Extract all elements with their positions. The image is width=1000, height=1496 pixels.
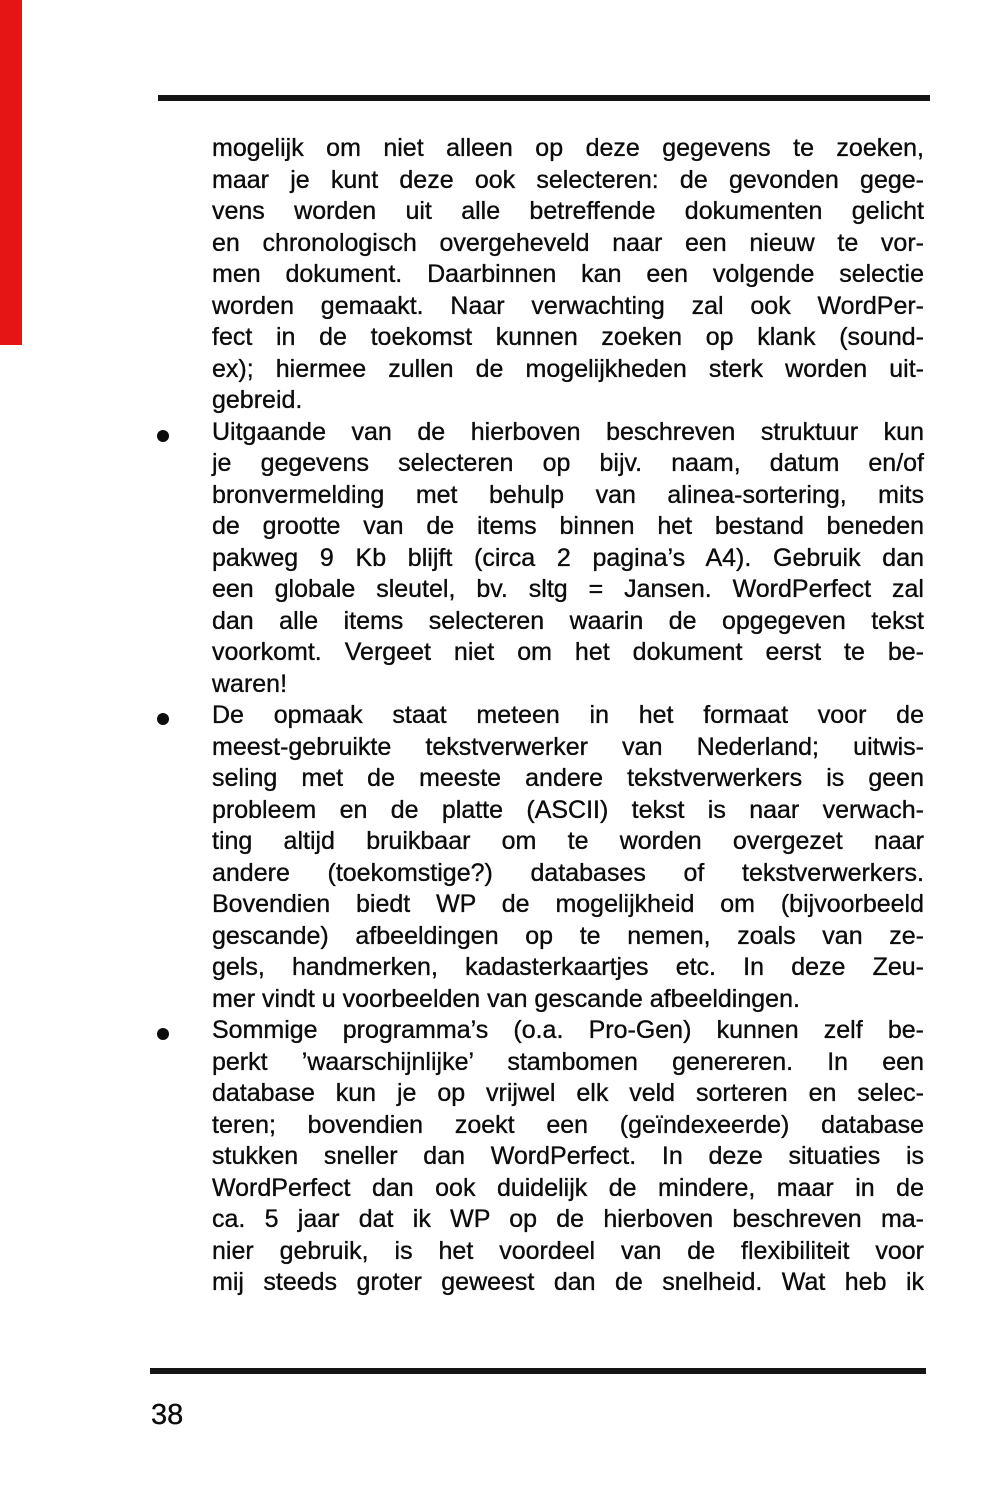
text-line: de grootte van de items binnen het bestand beneden [212,512,924,540]
top-rule [158,95,930,101]
text-line: seling met de meeste andere tekstverwerkers is geen [212,764,924,792]
text-line: je gegevens selecteren op bijv. naam, datum en/of [212,449,924,477]
paragraph-3 [212,700,924,1015]
text-line: Uitgaande van de hierboven beschreven struktuur kun [212,417,924,446]
text-line: pakweg 9 Kb blijft (circa 2 pagina’s A4). Gebruik dan [212,543,924,572]
bullet-icon [157,430,169,442]
text-line: meest-gebruikte tekstverwerker van Nederland; uitwis- [212,732,924,761]
text-line: perkt ’waarschijnlijke’ stambomen genereren. In een [212,1047,924,1076]
page-number: 38 [151,1399,184,1431]
text-line: WordPerfect dan ook duidelijk de mindere, maar in de [212,1173,924,1202]
text-line: ex); hiermee zullen de mogelijkheden sterk worden uit- [212,354,924,383]
text-line: mogelijk om niet alleen op deze gegevens te zoeken, [212,134,924,162]
text-line: probleem en de platte (ASCII) tekst is naar verwach- [212,795,924,824]
text-line: mij steeds groter geweest dan de snelheid. Wat heb ik [212,1268,924,1296]
text-line: teren; bovendien zoekt een (geïndexeerde) database [212,1110,924,1139]
text-line: stukken sneller dan WordPerfect. In deze situaties is [212,1142,924,1170]
red-edge-stripe [0,0,22,345]
text-line: ca. 5 jaar dat ik WP op de hierboven beschreven ma- [212,1205,924,1233]
text-line: fect in de toekomst kunnen zoeken op klank (sound- [212,323,924,351]
text-line: database kun je op vrijwel elk veld sorteren en selec- [212,1079,924,1107]
bullet-icon [157,713,169,725]
body-text [212,133,924,1299]
paragraph-4 [212,1015,924,1299]
text-line: bronvermelding met behulp van alinea-sortering, mits [212,480,924,509]
paragraph-2 [212,417,924,701]
text-line: nier gebruik, is het voordeel van de flexibiliteit voor [212,1236,924,1265]
text-line: gebreid. [212,386,303,414]
bottom-rule [150,1368,926,1374]
text-line: gescande) afbeeldingen op te nemen, zoals van ze- [212,921,924,950]
text-line: worden gemaakt. Naar verwachting zal ook WordPer- [212,291,924,320]
text-line: en chronologisch overgeheveld naar een nieuw te vor- [212,228,924,257]
text-line: Sommige programma’s (o.a. Pro-Gen) kunnen zelf be- [212,1016,924,1044]
text-line: De opmaak staat meteen in het formaat voor de [212,701,924,729]
text-line: dan alle items selecteren waarin de opgegeven tekst [212,606,924,635]
text-line: voorkomt. Vergeet niet om het dokument eerst te be- [212,638,924,666]
text-line: mer vindt u voorbeelden van gescande afbeeldingen. [212,984,800,1013]
text-line: gels, handmerken, kadasterkaartjes etc. In deze Zeu- [212,953,924,981]
text-line: Bovendien biedt WP de mogelijkheid om (bijvoorbeeld [212,890,924,918]
text-line: andere (toekomstige?) databases of tekstverwerkers. [212,858,924,887]
bullet-icon [157,1028,169,1040]
text-line: maar je kunt deze ook selecteren: de gevonden gege- [212,165,924,194]
text-line: ting altijd bruikbaar om te worden overgezet naar [212,827,924,855]
text-line: men dokument. Daarbinnen kan een volgende selectie [212,260,924,288]
text-line: vens worden uit alle betreffende dokumenten gelicht [212,197,924,225]
paragraph-1 [212,133,924,417]
text-line: een globale sleutel, bv. sltg = Jansen. WordPerfect zal [212,575,924,603]
text-line: waren! [212,669,288,698]
